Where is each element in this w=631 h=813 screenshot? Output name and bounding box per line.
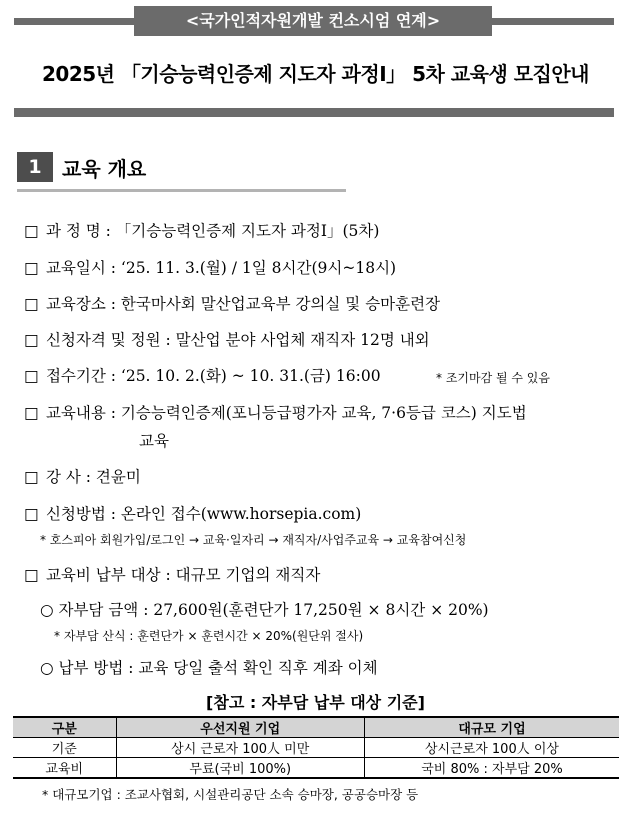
reference-footnote: * 대규모기업 : 조교사협회, 시설관리공단 소속 승마장, 공공승마장 등: [42, 787, 419, 802]
section-number: 1: [17, 152, 53, 182]
sub-item-copay-amount: ○ 자부담 금액 : 27,600원(훈련단가 17,250원 × 8시간 × 20%): [40, 601, 489, 619]
item-instructor: □ 강 사 : 견윤미: [24, 468, 141, 486]
banner: <국가인적자원개발 컨소시엄 연계>: [134, 6, 492, 36]
apply-path-note: * 호스피아 회원가입/로그인 → 교육·일자리 → 재직자/사업주교육 → 교육참여신청: [40, 533, 467, 547]
item-schedule: □ 교육일시 : ‘25. 11. 3.(월) / 1일 8시간(9시~18시): [24, 259, 397, 277]
title-underline: [14, 108, 614, 117]
table-row: [13, 758, 619, 779]
table-cell: 상시근로자 100人 이상: [364, 738, 619, 758]
reference-table: [13, 716, 619, 779]
item-apply-method: □ 신청방법 : 온라인 접수(www.horsepia.com): [24, 505, 362, 523]
calc-note: * 자부담 산식 : 훈련단가 × 훈련시간 × 20%(원단위 절사): [54, 629, 364, 643]
col-header: 구분: [13, 717, 116, 738]
reference-title: [참고 : 자부담 납부 대상 기준]: [206, 693, 425, 712]
table-row: [13, 738, 619, 758]
table-cell: 국비 80% : 자부담 20%: [364, 758, 619, 779]
col-header: 대규모 기업: [364, 717, 619, 738]
table-header-row: [13, 717, 619, 738]
table-cell: 무료(국비 100%): [116, 758, 364, 779]
table-cell: 상시 근로자 100人 미만: [116, 738, 364, 758]
item-course-name: □ 과 정 명 : 「기승능력인증제 지도자 과정Ⅰ」(5차): [24, 222, 380, 240]
early-close-note: * 조기마감 될 수 있음: [436, 371, 550, 385]
table-cell: 기준: [13, 738, 116, 758]
sub-item-payment-method: ○ 납부 방법 : 교육 당일 출석 확인 직후 계좌 이체: [40, 659, 378, 677]
section-underline: [17, 189, 346, 192]
page-title: 2025년 「기승능력인증제 지도자 과정Ⅰ」 5차 교육생 모집안내: [41, 62, 590, 86]
item-application-period: □ 접수기간 : ‘25. 10. 2.(화) ~ 10. 31.(금) 16:00: [24, 367, 381, 385]
section-title: 교육 개요: [62, 157, 147, 181]
table-cell: 교육비: [13, 758, 116, 779]
item-content: □ 교육내용 : 기승능력인증제(포니등급평가자 교육, 7·6등급 코스) 지도법: [24, 404, 527, 422]
item-content-cont: 교육: [139, 432, 169, 450]
item-eligibility: □ 신청자격 및 정원 : 말산업 분야 사업체 재직자 12명 내외: [24, 331, 430, 349]
item-fee-target: □ 교육비 납부 대상 : 대규모 기업의 재직자: [24, 566, 321, 584]
col-header: 우선지원 기업: [116, 717, 364, 738]
item-location: □ 교육장소 : 한국마사회 말산업교육부 강의실 및 승마훈련장: [24, 295, 441, 313]
